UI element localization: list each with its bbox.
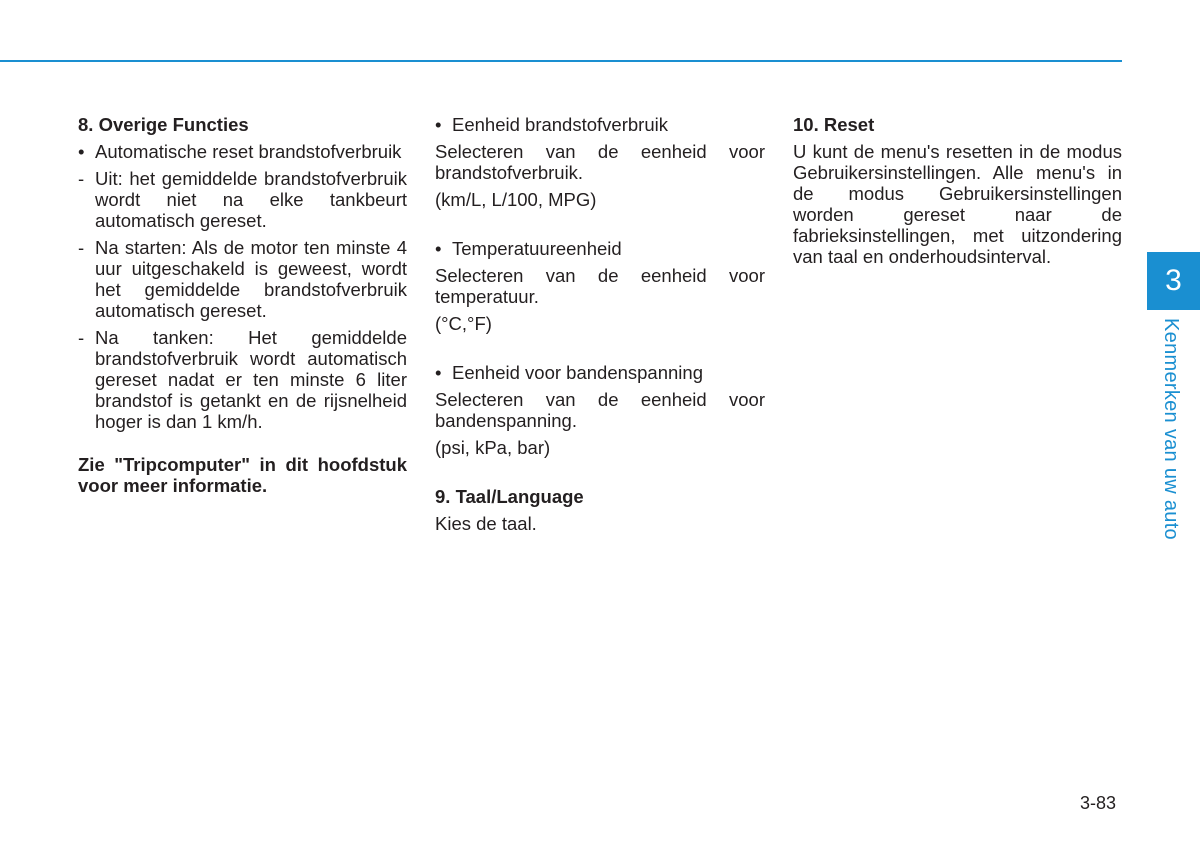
bullet-tire-unit: [435, 362, 765, 383]
temp-unit-description: Selecteren van de eenheid voor temperatuur.: [435, 265, 765, 307]
dash-item-uit: [78, 168, 407, 231]
section-heading-reset: 10. Reset: [793, 114, 875, 135]
column-2: [435, 114, 765, 540]
fuel-unit-options: (km/L, L/100, MPG): [435, 189, 597, 210]
tire-unit-description: Selecteren van de eenheid voor bandenspanning.: [435, 389, 765, 431]
dash-mark: -: [78, 168, 85, 189]
bullet-text: Eenheid brandstofverbruik: [452, 114, 668, 135]
bullet-mark: •: [435, 114, 442, 135]
temp-unit-options: (°C,°F): [435, 313, 492, 334]
page-number: 3-83: [1080, 793, 1117, 813]
reference-note: Zie "Tripcomputer" in dit hoofdstuk voor meer informatie.: [78, 454, 407, 496]
chapter-number-tab: 3: [1147, 252, 1200, 310]
bullet-automatische-reset: [78, 141, 407, 162]
dash-item-na-starten: [78, 237, 407, 321]
section-heading-overige-functies: 8. Overige Functies: [78, 114, 249, 135]
dash-item-text: Na starten: Als de motor ten minste 4 uur uitgeschakeld is geweest, wordt het gemiddelde brandstofverbruik automatisch gereset.: [95, 237, 407, 321]
bullet-mark: •: [435, 362, 442, 383]
bullet-mark: •: [435, 238, 442, 259]
dash-mark: -: [78, 327, 85, 348]
bullet-mark: •: [78, 141, 85, 162]
column-1: [78, 114, 407, 496]
reset-description: U kunt de menu's resetten in de modus Gebruikersinstellingen. Alle menu's in de modus Gebruikersinstellingen worden gereset naar de fabrieksinstellingen, met uitzondering van taal en onderhoudsinterval.: [793, 141, 1122, 267]
bullet-text: Eenheid voor bandenspanning: [452, 362, 703, 383]
tire-unit-options: (psi, kPa, bar): [435, 437, 551, 458]
dash-item-text: Uit: het gemiddelde brandstofverbruik wordt niet na elke tankbeurt automatisch gereset.: [95, 168, 407, 231]
bullet-text: Temperatuureenheid: [452, 238, 622, 259]
dash-item-text: Na tanken: Het gemiddelde brandstofverbruik wordt automatisch gereset nadat er ten minste 6 liter brandstof is getankt en de rijsnelheid hoger is dan 1 km/h.: [95, 327, 407, 432]
dash-item-na-tanken: [78, 327, 407, 432]
section-heading-taal: 9. Taal/Language: [435, 486, 584, 507]
language-description: Kies de taal.: [435, 513, 537, 534]
bullet-text: Automatische reset brandstofverbruik: [95, 141, 402, 162]
bullet-temp-unit: [435, 238, 765, 259]
header-rule: [0, 60, 1122, 62]
dash-mark: -: [78, 237, 85, 258]
chapter-title: Kenmerken van uw auto: [1160, 318, 1182, 540]
column-3: [793, 114, 1122, 273]
fuel-unit-description: Selecteren van de eenheid voor brandstofverbruik.: [435, 141, 765, 183]
bullet-fuel-unit: [435, 114, 765, 135]
